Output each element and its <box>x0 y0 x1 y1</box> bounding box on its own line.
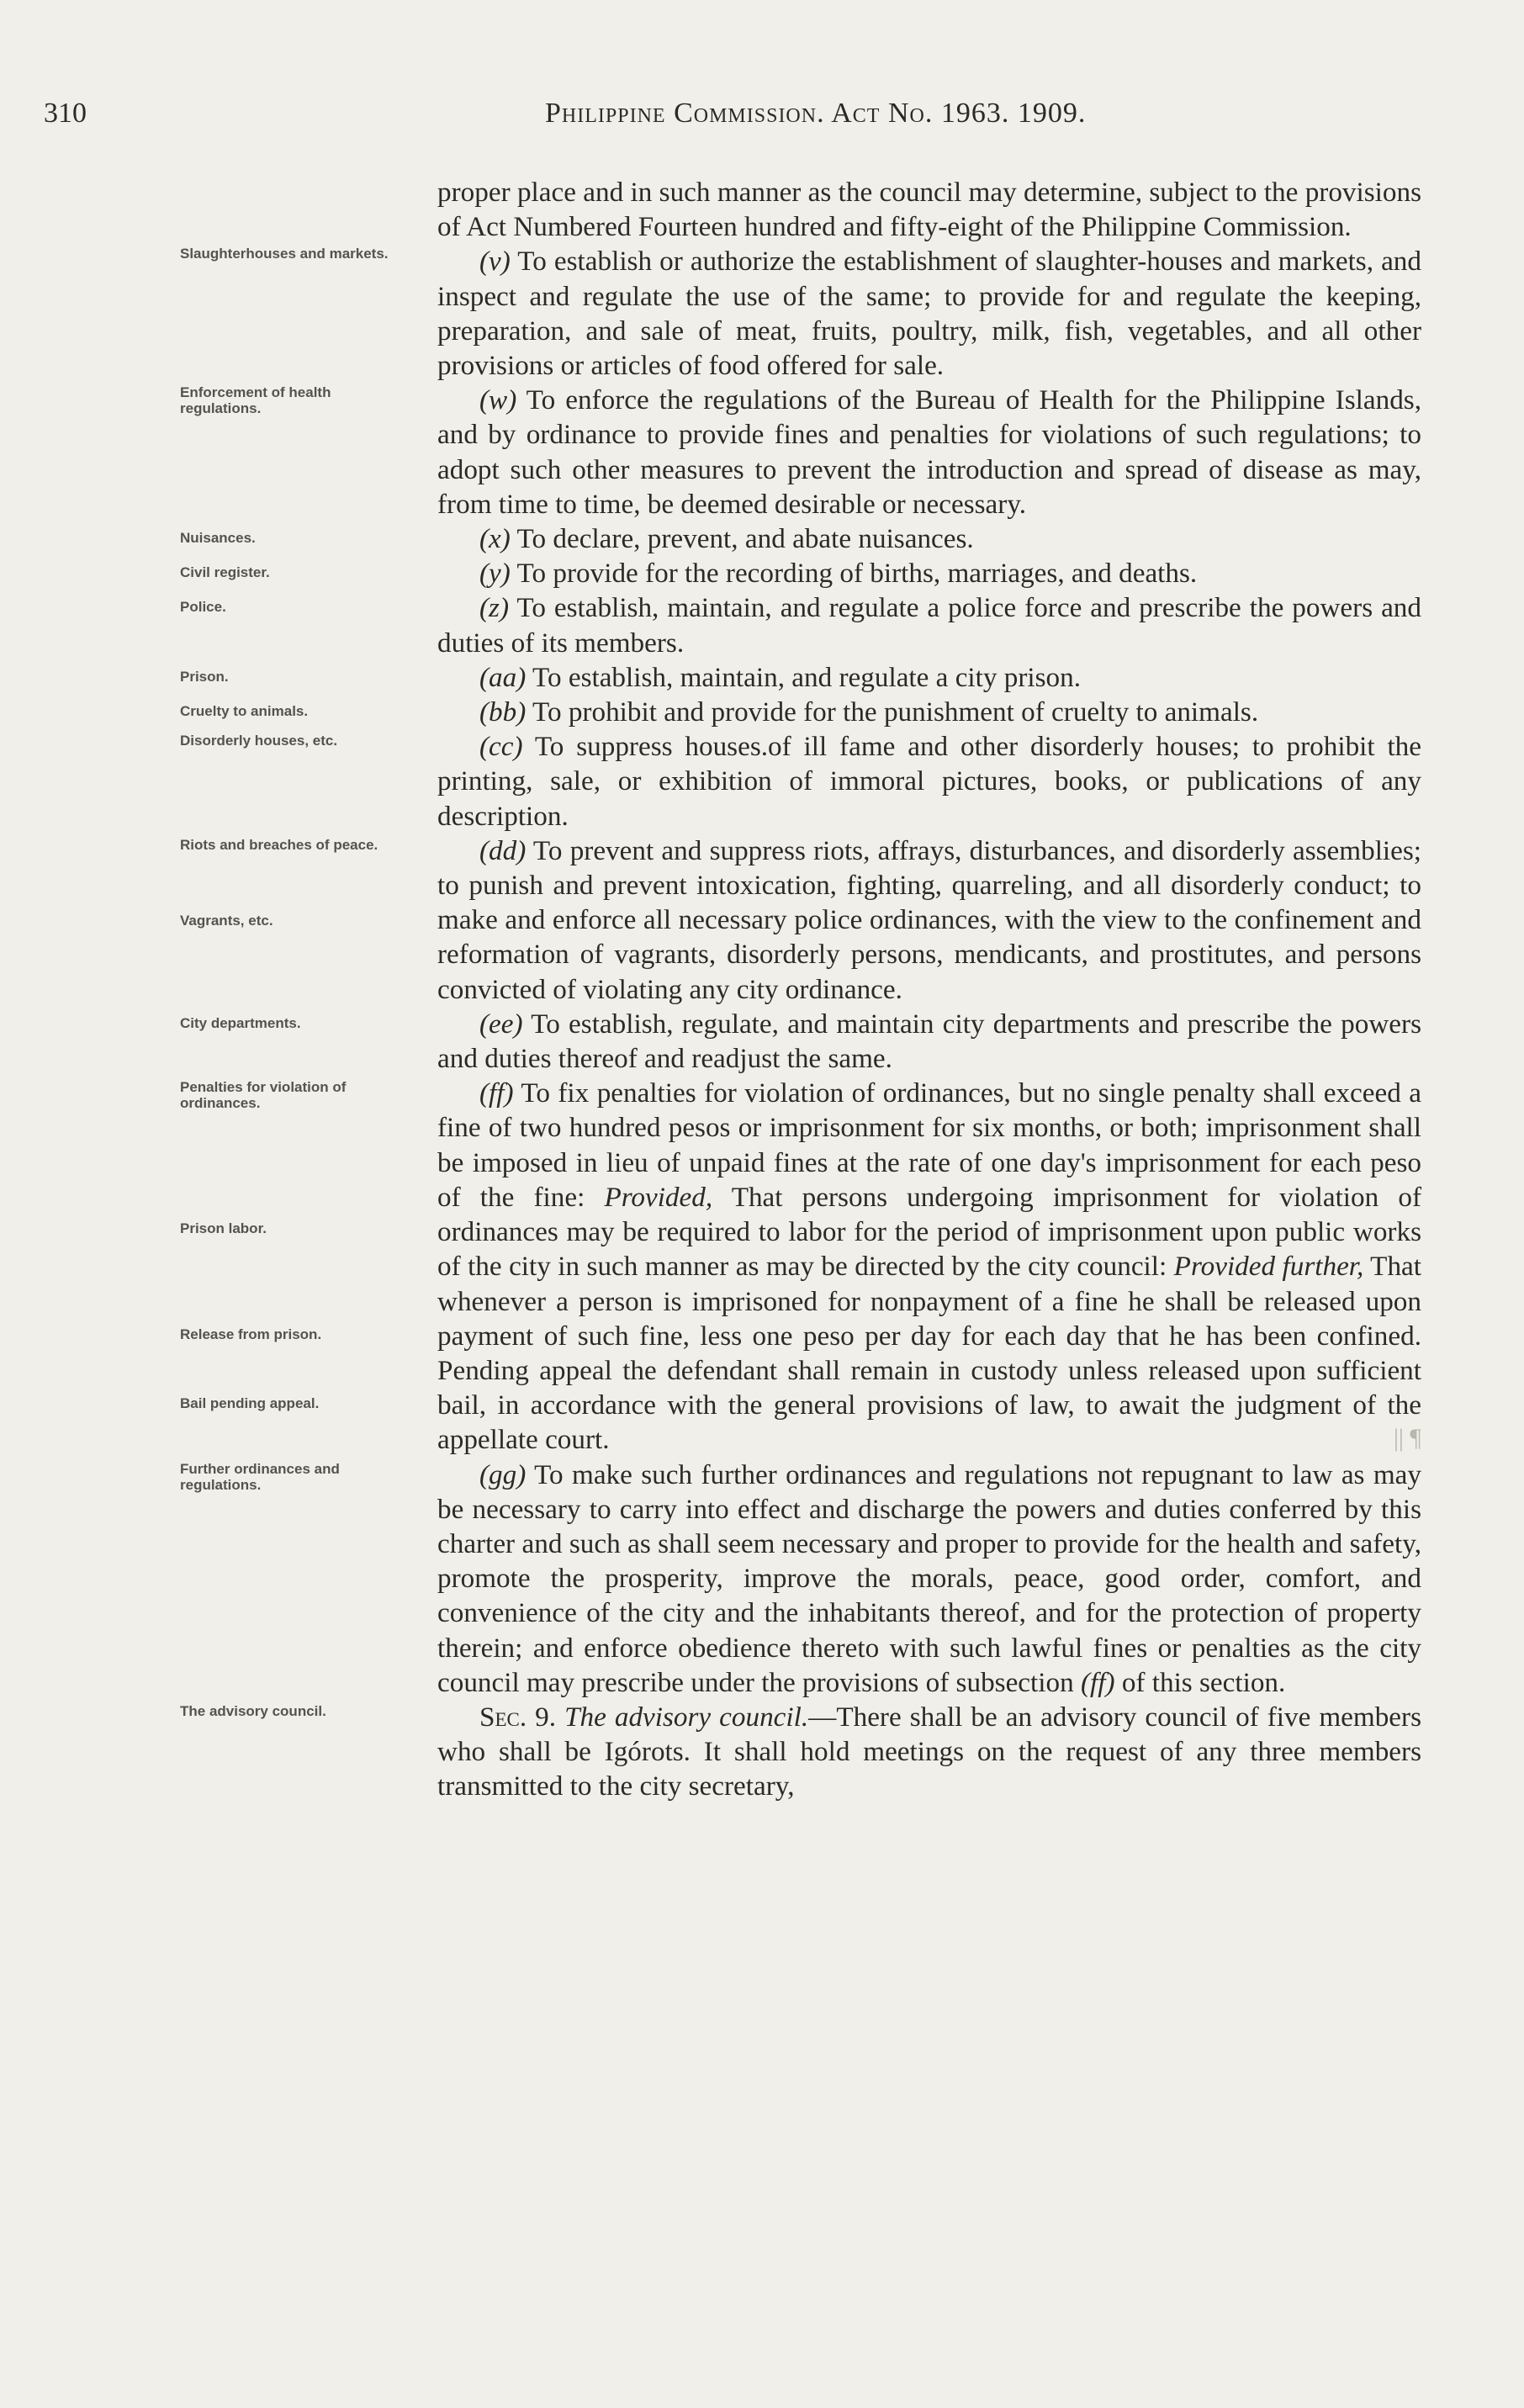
subsection-label: (dd) <box>479 834 527 866</box>
subsection-label: (ee) <box>479 1008 523 1040</box>
side-note-advisory: The advisory council. <box>180 1702 326 1719</box>
subsection-text: To suppress houses.of ill fame and other disorderly houses; to prohibit the printing, sale, or exhibition of immoral pictures, books, or publications of any description. <box>437 731 1421 832</box>
side-note-vagrants: Vagrants, etc. <box>180 912 273 929</box>
subsection-label: (z) <box>479 592 510 624</box>
subsection-text: To declare, prevent, and abate nuisances. <box>510 523 974 555</box>
subsection-dd <box>180 834 1421 1007</box>
subsection-label: (ff) <box>479 1077 514 1109</box>
body-column <box>180 175 1422 1804</box>
subsection-text: To enforce the regulations of the Bureau of Health for the Philippine Islands, and by ordinance to provide fines and penalties for violations of such regulations; to adopt such other measures to prevent the introduction and spread of disease as may, from time to time, be deemed desirable or necessary. <box>437 384 1421 520</box>
subsection-text: To establish, maintain, and regulate a police force and prescribe the powers and duties of its members. <box>437 592 1421 659</box>
subsection-bb <box>180 695 1421 729</box>
subsection-ff <box>180 1076 1422 1457</box>
proviso-provided-further: Provided further, <box>1173 1251 1364 1283</box>
subsection-label: (bb) <box>479 696 527 728</box>
subsection-label: (gg) <box>479 1458 527 1490</box>
subsection-label: (x) <box>479 523 511 555</box>
margin-mark: || ¶ <box>1393 1424 1421 1453</box>
section-label: Sec. 9. <box>479 1701 557 1733</box>
subsection-ee <box>180 1007 1421 1076</box>
side-note-bail: Bail pending appeal. <box>180 1395 320 1412</box>
subsection-v <box>180 244 1421 383</box>
subsection-label: (cc) <box>479 731 523 763</box>
subsection-w <box>180 383 1421 521</box>
page-number: 310 <box>44 98 87 129</box>
section-9 <box>180 1700 1421 1804</box>
paragraph-text: proper place and in such manner as the council may determine, subject to the provisions of Act Numbered Fourteen hundred and fifty-eight of the Philippine Commission. <box>437 177 1421 243</box>
proviso-provided: Provided, <box>604 1181 713 1213</box>
side-note-prison-labor: Prison labor. <box>180 1220 267 1237</box>
subsection-text: To establish or authorize the establishment of slaughter-houses and markets, and inspect and regulate the use of the same; to provide for and regulate the keeping, preparation, and sale of meat, fruits, poultry, milk, fish, vegetables, and all other provisions or articles of food offered for sale. <box>437 246 1421 382</box>
side-note-disorderly: Disorderly houses, etc. <box>180 733 338 749</box>
subsection-label: (y) <box>479 558 511 590</box>
subsection-aa <box>180 660 1421 695</box>
subsection-text: To establish, maintain, and regulate a city prison. <box>526 661 1082 693</box>
side-note-prison: Prison. <box>180 668 229 685</box>
subsection-cc <box>180 729 1421 834</box>
side-note-slaughterhouses: Slaughterhouses and markets. <box>180 246 389 262</box>
paragraph-continued <box>437 175 1421 244</box>
subsection-text: That whenever a person is imprisoned for nonpayment of a fine he shall be released upon payment of such fine, less one peso per day for each day that he has been confined. Pending appeal the defendant shall remain in custody unless released upon sufficient bail, in accordance with the general provisions of law, to await the judgment of the appellate court. <box>437 1251 1422 1456</box>
subsection-z <box>180 590 1421 659</box>
subsection-label: (w) <box>479 384 517 416</box>
section-text: —There shall be an advisory council of five members who shall be Igórots. It shall hold meetings on the request of any three members transmitted to the city secretary, <box>437 1701 1421 1802</box>
side-note-civil-register: Civil register. <box>180 564 270 581</box>
side-note-riots: Riots and breaches of peace. <box>180 836 378 853</box>
subsection-text: To prevent and suppress riots, affrays, disturbances, and disorderly assemblies; to punish and prevent intoxication, fighting, quarreling, and all disorderly conduct; to make and enforce all necessary police ordinances, with the view to the confinement and reformation of vagrants, disorderly persons, mendicants, and prostitutes, and persons convicted of violating any city ordinance. <box>437 834 1421 1005</box>
side-note-further: Further ordinances and regulations. <box>180 1460 340 1493</box>
side-note-nuisances: Nuisances. <box>180 530 256 547</box>
subsection-text: To prohibit and provide for the punishment of cruelty to animals. <box>526 696 1259 728</box>
side-note-cruelty: Cruelty to animals. <box>180 703 309 720</box>
subsection-text: To make such further ordinances and regulations not repugnant to law as may be necessary to carry into effect and discharge the powers and duties conferred by this charter and such as shall seem necessary and proper to provide for the health and safety, promote the prosperity, improve the morals, peace, good order, comfort, and convenience of the city and the inhabitants thereof, and for the protection of property therein; and enforce obedience thereto with such lawful fines or penalties as the city council may prescribe under the provisions of subsection <box>437 1458 1421 1698</box>
subsection-text: That persons undergoing imprisonment for violation of ordinances may be required to labor for the period of imprisonment upon public works of the city in such manner as may be directed by the city council: <box>437 1181 1421 1283</box>
subsection-text: To establish, regulate, and maintain city departments and prescribe the powers and duties thereof and readjust the same. <box>437 1008 1421 1075</box>
section-title: The advisory council. <box>564 1701 809 1733</box>
side-note-city-departments: City departments. <box>180 1014 301 1031</box>
side-note-health: Enforcement of health regulations. <box>180 384 331 417</box>
subsection-gg <box>180 1458 1421 1700</box>
subsection-x <box>180 521 1421 556</box>
subsection-label: (aa) <box>479 661 527 693</box>
subsection-text: To provide for the recording of births, marriages, and deaths. <box>510 558 1198 590</box>
subsection-text: To fix penalties for violation of ordinances, but no single penalty shall exceed a fine of two hundred pesos or imprisonment for six months, or both; imprisonment shall be imposed in lieu of unpaid fines at the rate of one day's imprisonment for each peso of the fine: <box>437 1077 1421 1213</box>
side-note-police: Police. <box>180 599 226 616</box>
subsection-text: of this section. <box>1114 1666 1286 1698</box>
subsection-reference: (ff) <box>1080 1666 1115 1698</box>
side-note-penalties: Penalties for violation of ordinances. <box>180 1079 347 1112</box>
running-head: Philippine Commission. Act No. 1963. 1909. <box>545 98 1087 129</box>
subsection-label: (v) <box>479 246 511 278</box>
side-note-release: Release from prison. <box>180 1326 322 1343</box>
subsection-y <box>180 556 1421 590</box>
